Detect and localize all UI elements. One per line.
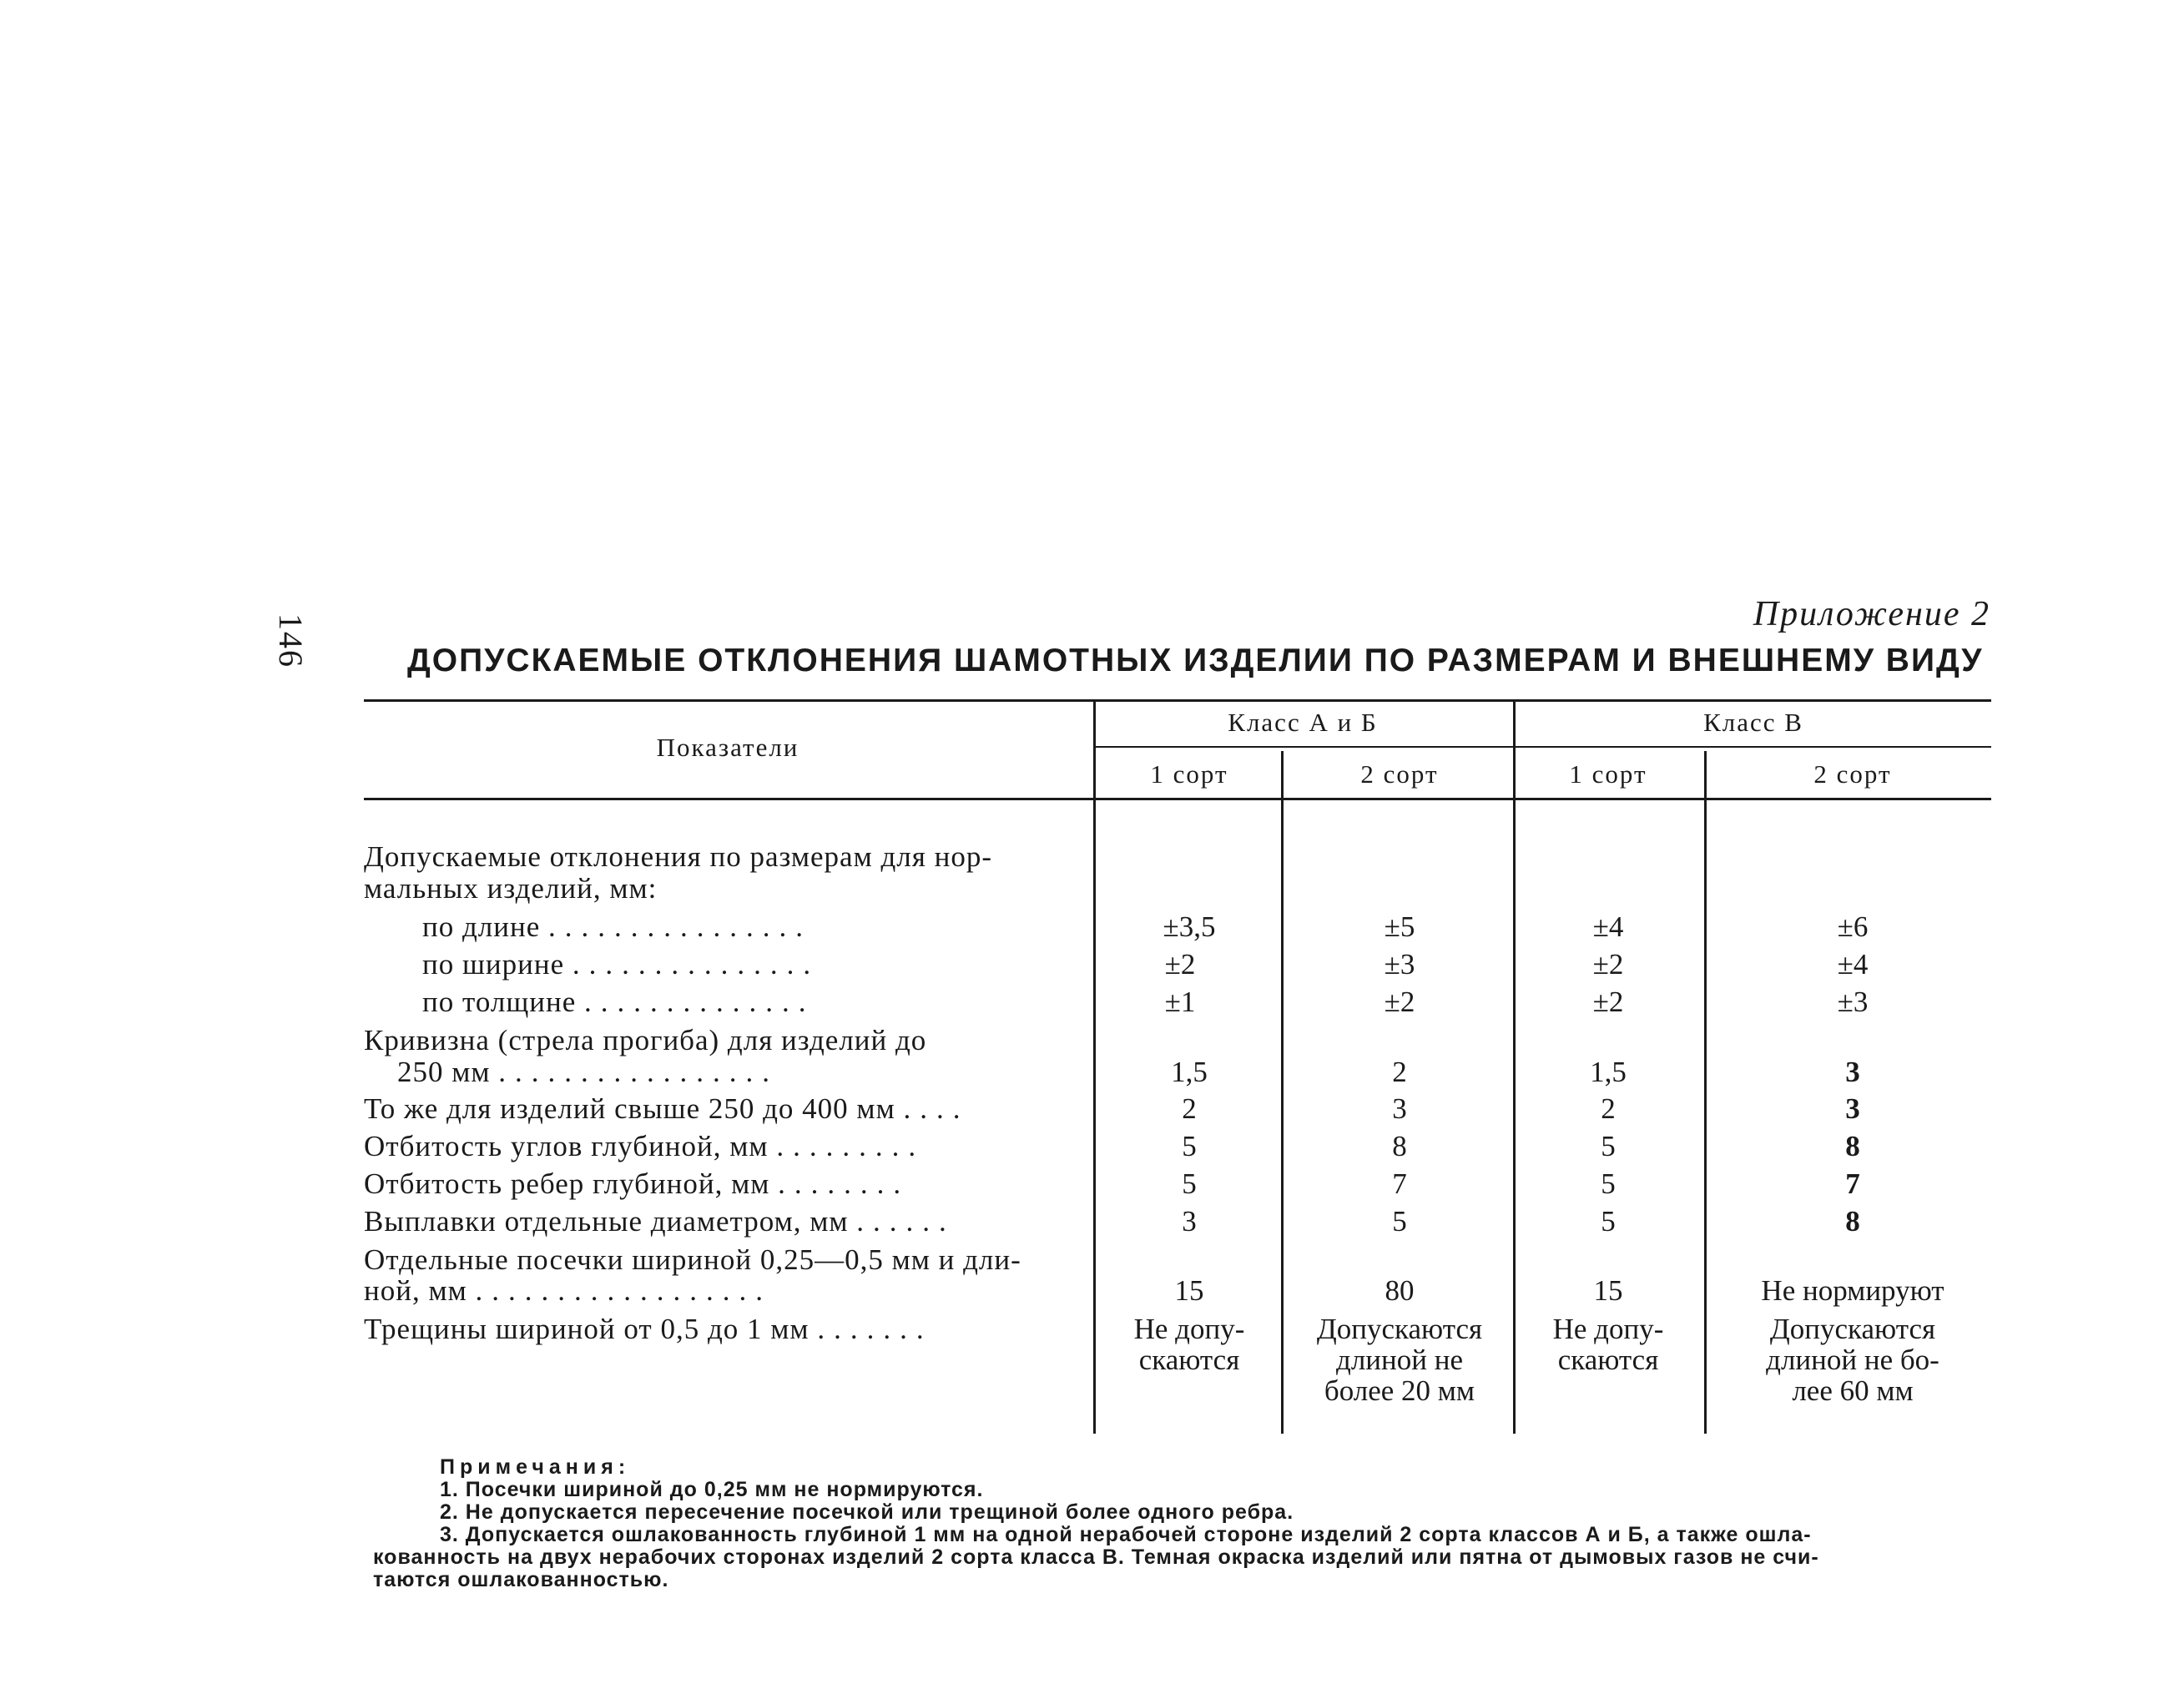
row-label: 250 мм ................. [397,1056,779,1088]
column-divider [1093,699,1096,1434]
table-cell: 5 [1182,1130,1197,1162]
table-cell: 3 [1182,1205,1197,1238]
table-cell: 1,5 [1171,1056,1208,1088]
grade-header: 2 сорт [1813,759,1892,789]
page-number: 146 [272,613,310,668]
notes-heading: Примечания: [440,1455,631,1479]
table-cell: скаются [1557,1344,1659,1376]
row-label: ной, мм .................. [364,1274,773,1307]
table-cell: 80 [1385,1274,1415,1307]
row-label: Отдельные посечки шириной 0,25—0,5 мм и дли- [364,1243,1021,1276]
table-cell: Допускаются [1769,1313,1936,1345]
table-cell: 3 [1845,1056,1860,1088]
table-cell: 5 [1182,1167,1197,1200]
class-ab-header: Класс А и Б [1228,708,1378,737]
table-cell: 2 [1601,1092,1616,1125]
table-cell: 3 [1845,1092,1860,1125]
table-cell: ±2 [1592,986,1624,1018]
table-cell: Допускаются [1316,1313,1483,1345]
table-top-rule [364,699,1991,702]
table-cell: 8 [1845,1130,1860,1162]
table-cell: длиной не бо- [1766,1344,1939,1376]
table-cell: 1,5 [1590,1056,1627,1088]
table-cell: ±2 [1164,948,1196,981]
table-cell: ±2 [1384,986,1415,1018]
table-cell: Не допу- [1552,1313,1664,1345]
table-cell: скаются [1138,1344,1240,1376]
note-item: 3. Допускается ошлакованность глубиной 1 мм на одной нерабочей стороне изделий 2 сорта классов А и Б, а также ошла- [440,1523,1812,1546]
table-cell: 15 [1174,1274,1204,1307]
indicators-header: Показатели [656,733,799,762]
header-bottom-rule [364,798,1991,800]
table-cell: Не нормируют [1761,1274,1944,1307]
row-label: Отбитость ребер глубиной, мм ........ [364,1167,910,1200]
note-item: кованность на двух нерабочих сторонах изделий 2 сорта класса В. Темная окраска изделий или пятна от дымовых газов не счи- [373,1545,1819,1569]
table-cell: ±6 [1837,910,1869,943]
appendix-label: Приложение 2 [1753,595,1990,633]
class-v-header: Класс В [1703,708,1803,737]
row-label: по толщине .............. [422,986,815,1018]
grade-header: 1 сорт [1569,759,1647,789]
table-cell: лее 60 мм [1792,1374,1914,1407]
table-cell: 8 [1392,1130,1407,1162]
row-label: по ширине ............... [422,948,820,981]
row-label: мальных изделий, мм: [364,872,658,905]
table-cell: 2 [1182,1092,1197,1125]
row-label: Кривизна (стрела прогиба) для изделий до [364,1024,927,1056]
grade-header: 1 сорт [1150,759,1228,789]
document-title: ДОПУСКАЕМЫЕ ОТКЛОНЕНИЯ ШАМОТНЫХ ИЗДЕЛИИ ПО РАЗМЕРАМ И ВНЕШНЕМУ ВИДУ [407,643,1984,678]
row-label: То же для изделий свыше 250 до 400 мм .... [364,1092,970,1125]
table-cell: ±3 [1837,986,1869,1018]
table-cell: 7 [1845,1167,1860,1200]
table-cell: Не допу- [1133,1313,1245,1345]
table-cell: 5 [1392,1205,1407,1238]
row-label: Выплавки отдельные диаметром, мм ...... [364,1205,956,1238]
notes-block [373,1456,2000,1591]
note-item: 2. Не допускается пересечение посечкой или трещиной более одного ребра. [440,1500,1294,1524]
table-cell: более 20 мм [1324,1374,1475,1407]
row-label: Отбитость углов глубиной, мм ......... [364,1130,926,1162]
table-cell: длиной не [1336,1344,1463,1376]
table-cell: ±5 [1384,910,1415,943]
grade-header: 2 сорт [1360,759,1439,789]
table-cell: 2 [1392,1056,1407,1088]
table-cell: ±3,5 [1163,910,1216,943]
table-cell: ±2 [1592,948,1624,981]
table-cell: 5 [1601,1130,1616,1162]
table-cell: 15 [1593,1274,1623,1307]
note-item: 1. Посечки шириной до 0,25 мм не нормируются. [440,1478,984,1501]
row-label: Допускаемые отклонения по размерам для нор- [364,840,992,873]
note-item: таются ошлакованностью. [373,1568,669,1591]
table-cell: 5 [1601,1205,1616,1238]
table-cell: 8 [1845,1205,1860,1238]
table-cell: ±4 [1592,910,1624,943]
row-label: Трещины шириной от 0,5 до 1 мм ....... [364,1313,933,1345]
class-header-rule [1093,746,1991,748]
column-divider [1704,751,1707,1434]
table-cell: 5 [1601,1167,1616,1200]
deviations-table [364,699,1991,1434]
table-cell: 3 [1392,1092,1407,1125]
row-label: по длине ................ [422,910,812,943]
table-cell: 7 [1392,1167,1407,1200]
table-cell: ±1 [1164,986,1196,1018]
table-cell: ±4 [1837,948,1869,981]
column-divider [1281,751,1284,1434]
table-cell: ±3 [1384,948,1415,981]
column-divider [1513,699,1516,1434]
